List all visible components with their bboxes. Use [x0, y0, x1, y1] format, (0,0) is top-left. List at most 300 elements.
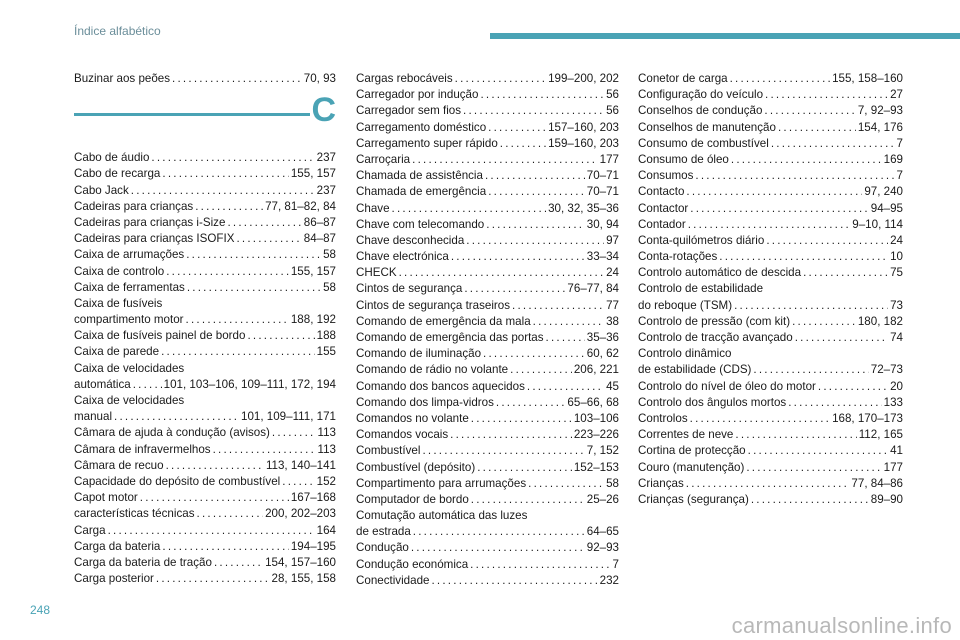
index-entry [638, 87, 903, 103]
index-entry [638, 411, 903, 427]
dot-leader [500, 136, 546, 152]
index-entry-pages[interactable]: 70–71 [586, 185, 619, 199]
index-entry-pages[interactable]: 113 [317, 426, 336, 440]
index-entry-pages[interactable]: 180, 182 [857, 314, 903, 328]
index-entry [356, 573, 619, 589]
index-entry-pages[interactable]: 77, 84–86 [851, 476, 903, 490]
index-entry [356, 249, 619, 265]
index-entry-pages[interactable]: 152–153 [573, 460, 619, 474]
index-entry [638, 201, 903, 217]
dot-leader [690, 201, 868, 217]
index-entry-pages[interactable]: 7 [896, 169, 903, 183]
index-entry-term: Chave electrónica [356, 250, 449, 264]
index-entry-term: Cargas rebocáveis [356, 72, 453, 85]
index-entry [74, 442, 336, 458]
dot-leader [488, 184, 585, 200]
index-entry-pages[interactable]: 164 [316, 523, 336, 537]
index-entry-term: Cadeiras para crianças i-Size [74, 215, 226, 229]
index-entry-term: Cintos de segurança traseiros [356, 298, 511, 312]
index-entry [356, 524, 619, 540]
index-entry [74, 199, 336, 215]
index-entry-term: compartimento motor [74, 313, 184, 327]
dot-leader [214, 555, 263, 571]
index-entry-pages[interactable]: 101, 103–106, 109–111, 172, 194 [163, 377, 336, 391]
index-entry-pages[interactable]: 30, 32, 35–36 [548, 201, 619, 215]
index-entry-term: Conselhos de manutenção [638, 120, 776, 134]
index-entry [638, 120, 903, 136]
index-entry-pages[interactable]: 45 [606, 379, 619, 393]
index-entry-term: Caixa de velocidades [74, 394, 185, 407]
index-entry-term: Comandos vocais [356, 428, 449, 442]
index-entry-term: Controlo de pressão (com kit) [638, 314, 791, 328]
index-entry-pages[interactable]: 154, 157–160 [265, 555, 336, 569]
index-entry-pages[interactable]: 97 [606, 233, 619, 247]
index-entry-pages[interactable]: 154, 176 [857, 120, 903, 134]
index-entry-pages[interactable]: 84–87 [303, 232, 336, 246]
index-entry [356, 233, 619, 249]
index-entry [638, 233, 903, 249]
dot-leader [746, 460, 881, 476]
dot-leader [108, 523, 315, 539]
index-entry [638, 136, 903, 152]
index-column-3 [638, 71, 903, 508]
index-entry-pages[interactable]: 223–226 [573, 428, 619, 442]
index-entry-pages[interactable]: 177 [883, 460, 903, 474]
index-entry-pages[interactable]: 159–160, 203 [548, 136, 619, 150]
index-entry-term: Chamada de emergência [356, 185, 487, 199]
index-entry [356, 87, 619, 103]
dot-leader [527, 379, 604, 395]
index-entry-term: Comando de emergência das portas [356, 331, 544, 344]
dot-leader [463, 103, 604, 119]
index-entry-pages[interactable]: 101, 109–111, 171 [241, 410, 336, 424]
index-entry-pages[interactable]: 133 [883, 395, 903, 409]
index-entry [74, 474, 336, 490]
dot-leader [488, 120, 546, 136]
index-entry-term: Cadeiras para crianças [74, 199, 194, 213]
dot-leader [451, 249, 585, 265]
index-entry [638, 346, 903, 362]
dot-leader [788, 395, 881, 411]
index-entry-pages[interactable]: 72–73 [870, 363, 903, 377]
page-number: 248 [30, 603, 51, 617]
index-entry-pages[interactable]: 74 [890, 331, 903, 344]
index-entry-pages[interactable]: 58 [323, 248, 336, 262]
index-entry [356, 184, 619, 200]
index-entry-term: manual [74, 410, 113, 424]
index-entry [74, 361, 336, 377]
index-entry-term: Cabo de recarga [74, 167, 161, 181]
index-entry-pages[interactable]: 56 [606, 104, 619, 118]
dot-leader [162, 539, 288, 555]
index-entry-term: Conta-quilómetros diário [638, 233, 765, 247]
section-header-c [74, 87, 336, 150]
dot-leader [399, 265, 605, 281]
index-entry [638, 281, 903, 297]
index-entry-term: Crianças (segurança) [638, 492, 749, 506]
index-entry-pages[interactable]: 113 [317, 442, 336, 456]
index-entry-pages[interactable]: 152 [316, 474, 336, 488]
section-divider-line [74, 113, 310, 116]
index-entry-pages[interactable]: 112, 165 [858, 428, 903, 442]
index-entry [74, 183, 336, 199]
dot-leader [496, 395, 566, 411]
dot-leader [471, 492, 585, 508]
index-entry [356, 476, 619, 492]
index-entry [638, 103, 903, 119]
watermark-text: carmanualsonline.info [731, 613, 952, 638]
dot-leader [470, 557, 610, 573]
index-entry-pages[interactable]: 169 [883, 152, 903, 166]
dot-leader [166, 458, 264, 474]
index-entry [74, 312, 336, 328]
index-entry-pages[interactable]: 41 [890, 444, 903, 458]
index-entry-term: Caixa de ferramentas [74, 280, 185, 294]
dot-leader [466, 233, 604, 249]
index-entry-term: Carga [74, 523, 106, 537]
dot-leader [510, 362, 572, 378]
index-entry-pages[interactable]: 188 [316, 329, 336, 343]
dot-leader [114, 409, 239, 425]
index-entry-pages[interactable]: 188, 192 [290, 313, 336, 327]
index-entry [356, 120, 619, 136]
dot-leader [748, 443, 888, 459]
index-entry-pages[interactable]: 56 [606, 88, 619, 102]
index-entry [356, 540, 619, 556]
index-entry-term: Consumos [638, 169, 694, 183]
index-entry-term: Câmara de ajuda à condução (avisos) [74, 426, 270, 440]
index-entry-term: Caixa de parede [74, 345, 160, 359]
index-entry [356, 362, 619, 378]
dot-leader [166, 264, 289, 280]
index-entry [74, 506, 336, 522]
index-entry [74, 344, 336, 360]
index-entry-term: Combustível [356, 444, 421, 458]
dot-leader [450, 427, 572, 443]
index-entry-term: Controlo do nível de óleo do motor [638, 379, 816, 393]
dot-leader [236, 231, 301, 247]
index-entry-term: Comutação automática das luzes [356, 509, 528, 523]
dot-leader [734, 298, 888, 314]
dot-leader [753, 362, 868, 378]
index-entry-pages[interactable]: 199–200, 202 [548, 72, 619, 85]
index-entry-term: Chave desconhecida [356, 233, 465, 247]
index-entry-pages[interactable]: 58 [606, 476, 619, 490]
index-entry-pages[interactable]: 75 [890, 266, 903, 280]
index-entry-pages[interactable]: 30, 94 [586, 217, 619, 231]
index-entry-term: Condução [356, 541, 409, 555]
index-entry [356, 152, 619, 168]
index-entry-pages[interactable]: 65–66, 68 [567, 395, 619, 409]
index-entry-term: Controlo dos ângulos mortos [638, 395, 787, 409]
dot-leader [818, 379, 888, 395]
index-entry-term: Controlo automático de descida [638, 266, 802, 280]
dot-leader [282, 474, 314, 490]
dot-leader [512, 298, 604, 314]
index-entry-pages[interactable]: 7, 92–93 [857, 104, 903, 118]
index-entry-term: Capot motor [74, 491, 138, 505]
dot-leader [766, 233, 888, 249]
dot-leader [197, 506, 264, 522]
index-entry-term: Buzinar aos peões [74, 72, 171, 85]
dot-leader [731, 152, 882, 168]
index-entry-term: CHECK [356, 266, 397, 280]
index-entry-term: Compartimento para arrumações [356, 476, 527, 490]
index-entry [638, 71, 903, 87]
index-entry [356, 460, 619, 476]
index-entry-pages[interactable]: 177 [599, 152, 619, 166]
dot-leader [431, 573, 597, 589]
index-entry-pages[interactable]: 38 [606, 314, 619, 328]
dot-leader [195, 199, 263, 215]
dot-leader [486, 217, 585, 233]
dot-leader [131, 183, 315, 199]
index-entry-term: Condução económica [356, 557, 469, 571]
dot-leader [392, 201, 547, 217]
index-entry-pages[interactable]: 94–95 [870, 201, 903, 215]
index-entry-term: Contacto [638, 185, 685, 199]
index-entry [638, 265, 903, 281]
index-entry-term: Crianças [638, 476, 684, 490]
index-entry-pages[interactable]: 58 [323, 280, 336, 294]
index-entry-term: Carroçaria [356, 152, 411, 166]
index-entry [74, 328, 336, 344]
index-entry-pages[interactable]: 33–34 [586, 250, 619, 264]
dot-leader [422, 443, 584, 459]
index-entry-pages[interactable]: 7 [612, 557, 619, 571]
index-entry [74, 150, 336, 166]
index-entry-term: Contactor [638, 201, 689, 215]
index-entry-term: características técnicas [74, 507, 195, 521]
index-entry-pages[interactable]: 113, 140–141 [265, 458, 336, 472]
index-entry-term: Conta-rotações [638, 250, 718, 264]
index-entry-term: Configuração do veículo [638, 88, 764, 102]
index-entry [356, 201, 619, 217]
index-entry-term: Couro (manutenção) [638, 460, 745, 474]
index-entry [638, 476, 903, 492]
index-entry [638, 298, 903, 314]
dot-leader [227, 215, 301, 231]
index-entry-term: Chamada de assistência [356, 169, 483, 183]
index-entry-term: de estabilidade (CDS) [638, 363, 752, 377]
section-letter: C [311, 91, 336, 130]
index-entry-pages[interactable]: 92–93 [586, 541, 619, 555]
index-entry-term: Correntes de neve [638, 428, 734, 442]
index-entry-term: Combustível (depósito) [356, 460, 476, 474]
index-entry [638, 395, 903, 411]
index-entry [356, 379, 619, 395]
index-entry [638, 492, 903, 508]
index-entry-term: Carga posterior [74, 572, 154, 586]
index-entry [74, 215, 336, 231]
index-entry-term: Controlo dinâmico [638, 347, 732, 361]
dot-leader [730, 71, 830, 87]
dot-leader [412, 152, 598, 168]
index-entry-pages[interactable]: 7 [896, 136, 903, 150]
index-entry-term: Consumo de combustível [638, 136, 769, 150]
index-entry [356, 103, 619, 119]
index-entry-pages[interactable]: 155, 157 [290, 264, 336, 278]
index-entry-pages[interactable]: 73 [890, 298, 903, 312]
index-entry-term: Controlos [638, 411, 688, 425]
index-entry [356, 168, 619, 184]
index-entry-pages[interactable]: 237 [316, 183, 336, 197]
index-entry [356, 411, 619, 427]
dot-leader [151, 150, 314, 166]
dot-leader [162, 166, 288, 182]
dot-leader [533, 314, 604, 330]
index-entry-term: Caixa de velocidades [74, 361, 185, 375]
index-entry-term: Carga da bateria de tração [74, 555, 212, 569]
dot-leader [213, 442, 316, 458]
index-entry [638, 249, 903, 265]
index-entry-pages[interactable]: 97, 240 [864, 185, 903, 199]
index-entry-term: Cabo Jack [74, 183, 129, 197]
dot-leader [413, 524, 585, 540]
index-entry-pages[interactable]: 28, 155, 158 [271, 572, 336, 586]
index-entry [74, 555, 336, 571]
index-entry-term: Caixa de fusíveis [74, 296, 163, 310]
index-entry-pages[interactable]: 155, 158–160 [832, 72, 903, 85]
index-entry-term: Comandos no volante [356, 411, 469, 425]
index-entry-pages[interactable]: 77, 81–82, 84 [265, 199, 336, 213]
dot-leader [186, 312, 289, 328]
dot-leader [156, 571, 270, 587]
index-entry-pages[interactable]: 64–65 [586, 525, 619, 539]
dot-leader [686, 184, 862, 200]
index-entry-pages[interactable]: 25–26 [586, 492, 619, 506]
index-entry-term: Cadeiras para crianças ISOFIX [74, 232, 235, 246]
dot-leader [792, 314, 856, 330]
index-entry [356, 346, 619, 362]
index-entry-pages[interactable]: 237 [316, 151, 336, 165]
index-entry-pages[interactable]: 9–10, 114 [852, 217, 903, 231]
index-entry-term: Carregador sem fios [356, 104, 462, 118]
index-entry [74, 393, 336, 409]
index-entry [356, 281, 619, 297]
index-entry-term: Comando dos limpa-vidros [356, 395, 494, 409]
index-entry-term: Contador [638, 217, 686, 231]
index-entry [74, 377, 336, 393]
index-entry [74, 425, 336, 441]
index-entry-pages[interactable]: 155, 157 [290, 167, 336, 181]
dot-leader [528, 476, 604, 492]
index-entry [74, 490, 336, 506]
index-entry-pages[interactable]: 24 [890, 233, 903, 247]
index-entry-term: Câmara de recuo [74, 458, 164, 472]
index-entry [74, 539, 336, 555]
index-entry-term: Conetor de carga [638, 72, 728, 85]
index-entry [638, 314, 903, 330]
dot-leader [546, 330, 585, 346]
index-entry-term: Cintos de segurança [356, 282, 463, 296]
dot-leader [455, 71, 546, 87]
dot-leader [686, 476, 850, 492]
index-entry [74, 280, 336, 296]
index-entry-term: Comando de rádio no volante [356, 363, 509, 377]
index-entry-pages[interactable]: 103–106 [573, 411, 619, 425]
index-entry-pages[interactable]: 27 [890, 88, 903, 102]
index-entry-pages[interactable]: 70–71 [586, 169, 619, 183]
index-entry-pages[interactable]: 168, 170–173 [832, 411, 903, 425]
index-entry-term: Cabo de áudio [74, 151, 150, 165]
dot-leader [477, 460, 572, 476]
index-entry [638, 184, 903, 200]
dot-leader [411, 540, 585, 556]
dot-leader [771, 136, 895, 152]
dot-leader [765, 87, 888, 103]
index-entry [638, 362, 903, 378]
index-entry [74, 409, 336, 425]
index-entry-pages[interactable]: 167–168 [290, 491, 336, 505]
index-entry-pages[interactable]: 24 [606, 266, 619, 280]
index-entry-term: Câmara de infravermelhos [74, 442, 211, 456]
index-entry-pages[interactable]: 10 [890, 250, 903, 264]
index-entry-pages[interactable]: 7, 152 [586, 444, 619, 458]
index-entry-term: Computador de bordo [356, 492, 469, 506]
index-entry-pages[interactable]: 194–195 [290, 539, 336, 553]
index-entry [74, 247, 336, 263]
index-entry [74, 166, 336, 182]
index-entry [356, 443, 619, 459]
index-entry-term: Comando dos bancos aquecidos [356, 379, 525, 393]
header-accent-bar [490, 33, 960, 39]
index-entry-term: de estrada [356, 525, 411, 539]
index-entry-pages[interactable]: 76–77, 84 [567, 282, 619, 296]
dot-leader [803, 265, 888, 281]
index-entry-pages[interactable]: 232 [599, 573, 619, 587]
index-entry-term: Carregamento super rápido [356, 136, 498, 150]
index-entry [638, 330, 903, 346]
index-entry [638, 217, 903, 233]
dot-leader [690, 411, 830, 427]
index-entry [356, 330, 619, 346]
index-entry-pages[interactable]: 206, 221 [573, 363, 619, 377]
index-entry-term: Chave com telecomando [356, 217, 485, 231]
index-entry-pages[interactable]: 89–90 [870, 492, 903, 506]
index-entry-pages[interactable]: 60, 62 [586, 347, 619, 361]
dot-leader [161, 344, 315, 360]
index-entry [74, 296, 336, 312]
index-entry-pages[interactable]: 157–160, 203 [548, 120, 619, 134]
index-entry-term: Carga da bateria [74, 539, 161, 553]
index-entry-term: Controlo de estabilidade [638, 282, 764, 296]
index-entry-term: Conselhos de condução [638, 104, 763, 118]
index-entry-pages[interactable]: 70, 93 [303, 72, 336, 85]
dot-leader [695, 168, 894, 184]
index-entry-pages[interactable]: 200, 202–203 [265, 507, 336, 521]
dot-leader [688, 217, 851, 233]
dot-leader [483, 346, 585, 362]
index-entry-term: Capacidade do depósito de combustível [74, 474, 281, 488]
index-entry [638, 460, 903, 476]
index-entry-pages[interactable]: 86–87 [303, 215, 336, 229]
index-column-2 [356, 71, 619, 589]
index-entry-pages[interactable]: 20 [890, 379, 903, 393]
index-entry-term: Carregamento doméstico [356, 120, 487, 134]
dot-leader [172, 71, 302, 87]
index-entry [356, 298, 619, 314]
dot-leader [735, 427, 856, 443]
index-entry-pages[interactable]: 77 [606, 298, 619, 312]
index-entry-pages[interactable]: 35–36 [586, 331, 619, 344]
index-entry-term: Carregador por indução [356, 88, 479, 102]
index-entry-term: do reboque (TSM) [638, 298, 733, 312]
index-entry-pages[interactable]: 155 [316, 345, 336, 359]
dot-leader [187, 280, 321, 296]
index-entry [356, 508, 619, 524]
index-entry-term: Consumo de óleo [638, 152, 729, 166]
